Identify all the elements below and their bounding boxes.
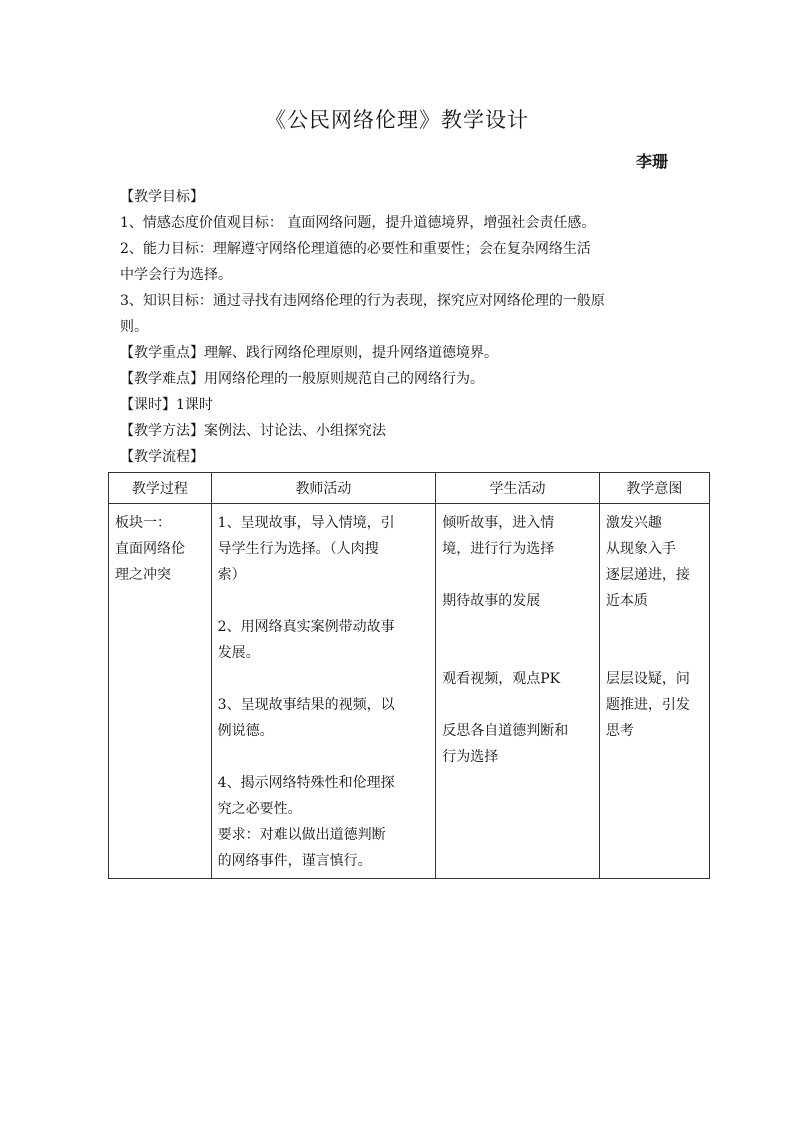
intent-line: 题推进，引发 <box>605 697 690 713</box>
teacher-line: 1、呈现故事，导入情境，引 <box>217 515 395 531</box>
student-line: 倾听故事，进入情 <box>442 515 555 531</box>
key-point: 【教学重点】理解、践行网络伦理原则，提升网络道德境界。 <box>120 345 498 361</box>
teaching-flow-table <box>108 472 710 879</box>
student-cell <box>436 504 600 879</box>
goals-header: 【教学目标】 <box>120 189 204 205</box>
student-line: 反思各自道德判断和 <box>442 723 569 739</box>
goal-ability-line1: 2、能力目标：理解遵守网络伦理道德的必要性和重要性；会在复杂网络生活 <box>120 241 591 257</box>
stage-line: 板块一： <box>115 515 171 531</box>
intent-line: 思考 <box>605 723 634 739</box>
stage-line: 理之冲突 <box>115 567 171 583</box>
lesson-content <box>120 184 680 470</box>
teacher-line: 3、呈现故事结果的视频，以 <box>217 697 395 713</box>
student-line: 境，进行行为选择 <box>442 541 555 557</box>
header-teacher: 教师活动 <box>211 473 436 504</box>
student-line: 观看视频，观点PK <box>442 671 561 687</box>
teacher-line: 索） <box>217 567 246 583</box>
teacher-line: 的网络事件，谨言慎行。 <box>217 853 372 869</box>
class-hours: 【课时】1课时 <box>120 397 213 413</box>
teacher-cell <box>211 504 436 879</box>
teacher-line: 导学生行为选择。（人肉搜 <box>217 541 379 557</box>
teacher-line: 要求：对难以做出道德判断 <box>217 827 386 843</box>
goal-ability-line2: 中学会行为选择。 <box>120 267 232 283</box>
table-row <box>109 504 710 879</box>
student-line: 期待故事的发展 <box>442 593 541 609</box>
teaching-methods: 【教学方法】案例法、讨论法、小组探究法 <box>120 423 386 439</box>
author-name: 李珊 <box>636 152 669 171</box>
goal-emotion: 1、情感态度价值观目标： 直面网络问题，提升道德境界，增强社会责任感。 <box>120 215 596 231</box>
student-line: 行为选择 <box>442 749 499 765</box>
difficulty: 【教学难点】用网络伦理的一般原则规范自己的网络行为。 <box>120 371 484 387</box>
intent-line: 从现象入手 <box>605 541 676 557</box>
teacher-line: 发展。 <box>217 645 260 661</box>
header-stage: 教学过程 <box>109 473 212 504</box>
teacher-line: 4、揭示网络特殊性和伦理探 <box>217 775 395 791</box>
goal-knowledge-line2: 则。 <box>120 319 148 335</box>
goal-knowledge-line1: 3、知识目标：通过寻找有违网络伦理的行为表现，探究应对网络伦理的一般原 <box>120 293 605 309</box>
intent-line: 近本质 <box>605 593 648 609</box>
intent-line: 层层设疑，问 <box>605 671 690 687</box>
table-header-row <box>109 473 710 504</box>
header-student: 学生活动 <box>436 473 600 504</box>
process-header: 【教学流程】 <box>120 449 204 465</box>
stage-line: 直面网络伦 <box>115 541 185 557</box>
teacher-line: 2、用网络真实案例带动故事 <box>217 619 395 635</box>
teacher-line: 究之必要性。 <box>217 801 302 817</box>
stage-cell <box>109 504 212 879</box>
intent-cell <box>599 504 709 879</box>
teacher-line: 例说德。 <box>217 723 274 739</box>
intent-line: 逐层递进，接 <box>605 567 690 583</box>
document-title: 《公民网络伦理》教学设计 <box>265 108 529 132</box>
intent-line: 激发兴趣 <box>605 515 662 531</box>
header-intent: 教学意图 <box>599 473 709 504</box>
